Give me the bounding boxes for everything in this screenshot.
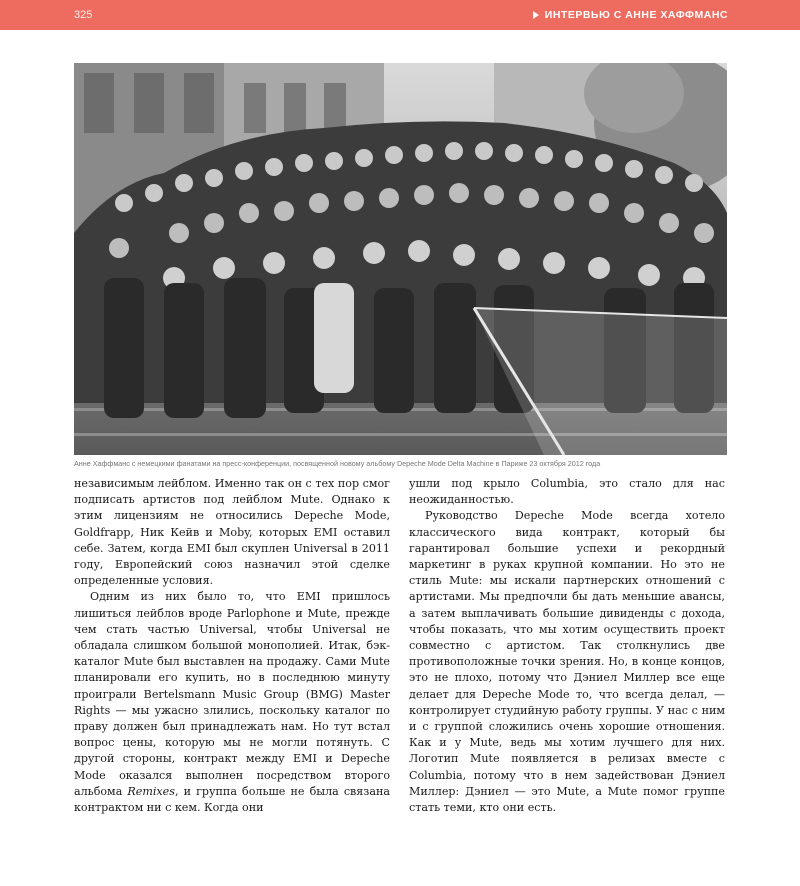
left-paragraph-2-part-a: Одним из них было то, что EMI пришлось лишиться лейблов вроде Parlophone и Mute, прежде чем стать частью Universal, чтобы Universal не обладала слишком большой монополией. Итак, бэк-каталог Mute был выставлен на продажу. Сами Mute планировали его купить, но в последнюю минуту проиграли Bertelsmann Music Group (BMG) Master Rights — мы ужасно злились, поскольку каталог по праву должен был принадлежать нам. Но тут встал вопрос цены, которую мы не могли потянуть. С другой стороны, контракт между EMI и Depeche Mode оказался выполнен посредством второго альбома (74, 590, 390, 798)
group-photo (74, 63, 727, 455)
text-column-left (74, 476, 390, 816)
right-paragraph-1: ушли под крыло Columbia, это стало для нас неожиданностью. (409, 477, 725, 507)
left-paragraph-1: независимым лейблом. Именно так он с тех пор смог подписать артистов под лейблом Mute. Однако к этим лицензиям не относились Depeche Mode, Goldfrapp, Ник Кейв и Moby, которых EMI оставил себе. Затем, когда EMI был скуплен Universal в 2011 году, Европейский союз назначил этой сделке определенные условия. (74, 477, 390, 588)
left-paragraph-2 (74, 589, 390, 816)
photo-caption: Анне Хаффманс с немецкими фанатами на пресс-конференции, посвященной новому альбому Depeche Mode Delta Machine в Париже 23 октября 2012 года (74, 459, 601, 468)
running-title-text: ИНТЕРВЬЮ С АННЕ ХАФФМАНС (544, 9, 728, 21)
text-column-right (409, 476, 725, 816)
running-header (0, 0, 800, 30)
page-number: 325 (74, 9, 93, 21)
group-photo-illustration (74, 63, 727, 455)
arrow-right-icon (533, 11, 539, 19)
album-title-remixes: Remixes (127, 784, 175, 798)
right-paragraph-2: Руководство Depeche Mode всегда хотело классического вида контракт, который бы гарантировал большие успехи и рекордный маркетинг в руках крупной компании. Но это не стиль Mute: мы искали партнерских отношений с артистами. Мы предпочли бы дать меньшие авансы, а затем выплачивать большие дивиденды с дохода, чтобы показать, что мы хотим осуществить проект совместно с артистом. Так столкнулись две противоположные точки зрения. Но, в конце концов, это не плохо, потому что Дэниел Миллер все еще делает для Depeche Mode то, что всегда делал, — контролирует студийную работу группы. У нас с ним и с группой сложились очень хорошие отношения. Как и у Mute, ведь мы хотим лучшего для них. Логотип Mute появляется в релизах вместе с Columbia, потому что в нем задействован Дэниел Миллер: Дэниел — это Mute, а Mute помог группе стать теми, кто они есть. (409, 509, 725, 815)
running-title (533, 9, 728, 21)
left-paragraph-2-part-b: , и группа больше не была связана контрактом ни с кем. Когда они (74, 784, 390, 815)
